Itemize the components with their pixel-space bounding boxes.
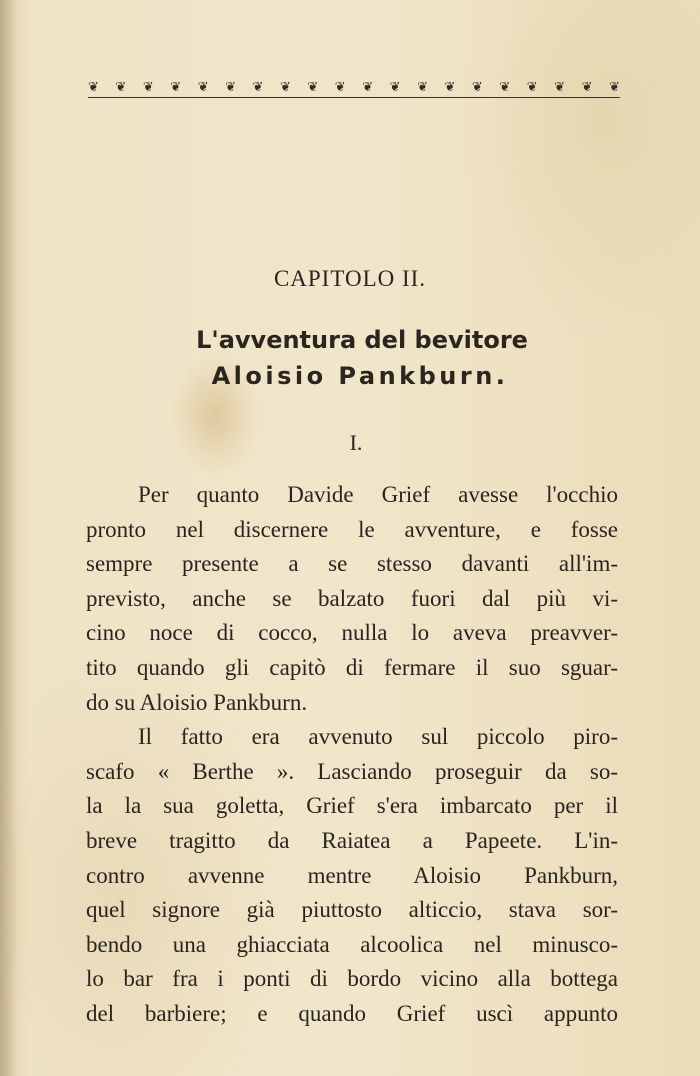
text-line: previsto, anche se balzato fuori dal più vi- <box>86 585 618 611</box>
chapter-title-line-1: L'avventura del bevitore <box>196 326 528 354</box>
chapter-title-line-2: Aloisio Pankburn. <box>211 362 509 390</box>
text-line: do su Aloisio Pankburn. <box>86 689 308 715</box>
text-line: cino noce di cocco, nulla lo aveva preavver- <box>86 620 618 646</box>
ornament-icon: ❦ <box>142 79 154 94</box>
ornament-icon: ❦ <box>499 79 511 94</box>
text-line: sempre presente a se stesso davanti all'im- <box>86 551 618 577</box>
text-line: contro avvenne mentre Aloisio Pankburn, <box>86 862 618 888</box>
text-line: Per quanto Davide Grief avesse l'occhio <box>138 482 618 507</box>
chapter-heading: CAPITOLO II. <box>273 266 427 291</box>
ornament-icon: ❦ <box>170 79 182 94</box>
ornament-icon: ❦ <box>252 79 264 94</box>
ornament-icon: ❦ <box>225 79 237 94</box>
text-line: bendo una ghiacciata alcoolica nel minusco- <box>86 931 618 957</box>
text-line: lo bar fra i ponti di bordo vicino alla bottega <box>86 966 618 992</box>
ornament-icon: ❦ <box>334 79 346 94</box>
ornament-icon: ❦ <box>389 79 401 94</box>
ornament-icon: ❦ <box>581 79 593 94</box>
ornament-row <box>88 80 620 94</box>
text-line: quel signore già piuttosto alticcio, stava sor- <box>86 897 618 923</box>
page-spine-shadow <box>0 0 18 1076</box>
ornament-icon: ❦ <box>417 79 428 94</box>
header-rule <box>88 97 620 98</box>
text-line: scafo « Berthe ». Lasciando proseguir da so- <box>86 758 618 784</box>
section-number: I. <box>349 430 363 455</box>
ornament-icon: ❦ <box>526 79 538 94</box>
ornament-icon: ❦ <box>88 79 99 94</box>
text-line: tito quando gli capitò di fermare il suo sguar- <box>86 654 618 680</box>
text-line: del barbiere; e quando Grief uscì appunto <box>86 1000 618 1026</box>
ornament-icon: ❦ <box>115 79 127 94</box>
text-line: pronto nel discernere le avventure, e fosse <box>86 516 618 542</box>
header-ornament <box>88 80 620 102</box>
text-line: Il fatto era avvenuto sul piccolo piro- <box>138 724 618 750</box>
text-line: breve tragitto da Raiatea a Papeete. L'in- <box>86 827 618 853</box>
body-text <box>86 478 618 1032</box>
ornament-icon: ❦ <box>554 79 566 94</box>
ornament-icon: ❦ <box>444 79 456 94</box>
ornament-icon: ❦ <box>471 79 483 94</box>
text-line: la la sua goletta, Grief s'era imbarcato per il <box>86 793 618 819</box>
ornament-icon: ❦ <box>307 79 319 94</box>
ornament-icon: ❦ <box>279 79 291 94</box>
ornament-icon: ❦ <box>609 79 620 94</box>
ornament-icon: ❦ <box>197 79 209 94</box>
ornament-icon: ❦ <box>362 79 374 94</box>
